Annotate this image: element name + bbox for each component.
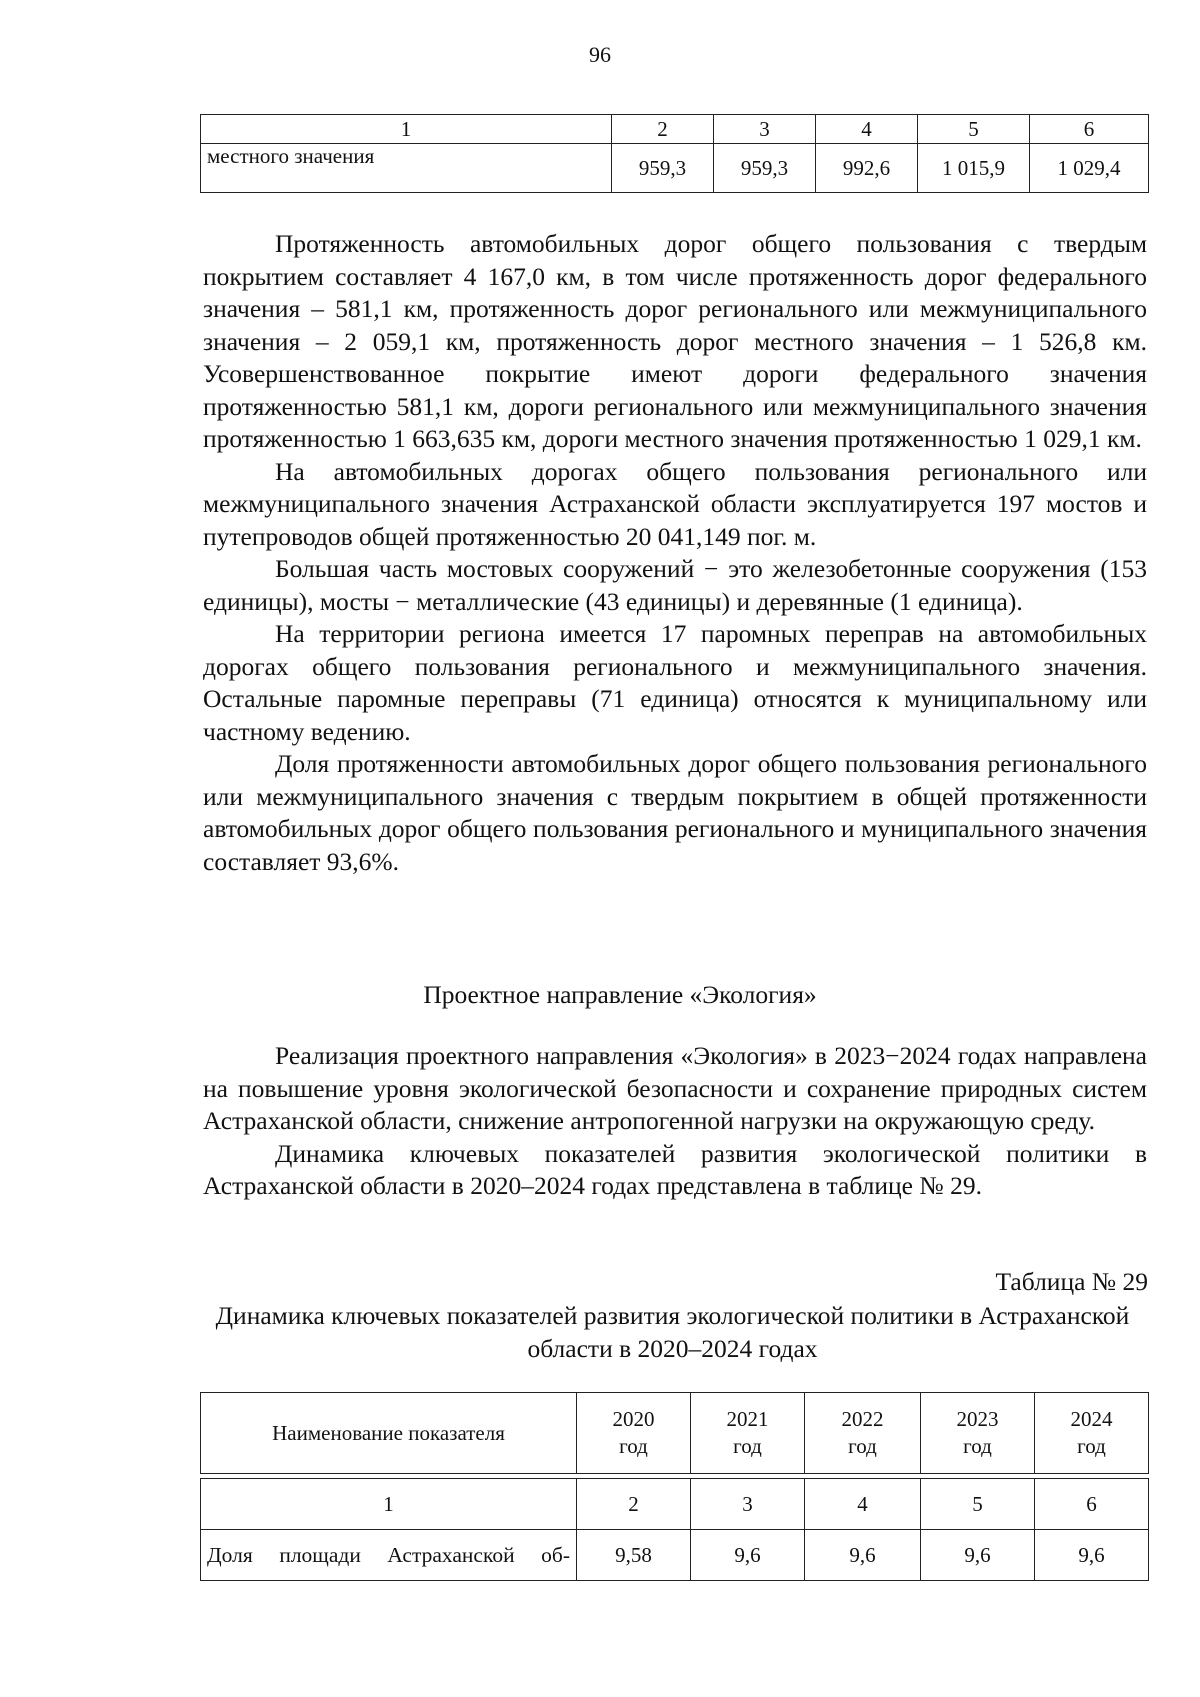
table-cell: 1 029,4 — [1030, 144, 1149, 193]
table-row — [201, 144, 1149, 193]
table-cell: 9,6 — [1035, 1530, 1149, 1581]
table-cell: 9,6 — [805, 1530, 921, 1581]
table-title: Динамика ключевых показателей развития экологической политики в Астраханской области в 2020–2024 годах — [215, 1301, 1130, 1363]
ecology-text — [203, 1040, 1147, 1203]
table-header-row — [201, 1393, 1149, 1474]
roads-text — [203, 228, 1147, 878]
column-number: 5 — [921, 1479, 1035, 1530]
table-cell: 9,6 — [691, 1530, 805, 1581]
year: 2024 — [1070, 1407, 1113, 1431]
column-header-year — [921, 1393, 1035, 1474]
year-unit: год — [963, 1434, 992, 1458]
year: 2021 — [726, 1407, 769, 1431]
paragraph: Реализация проектного направления «Экология» в 2023−2024 годах направлена на повышение уровня экологической безопасности и сохранение природных систем Астраханской области, снижение антропогенной нагрузки на окружающую среду. — [203, 1041, 1147, 1135]
year-unit: год — [619, 1434, 648, 1458]
paragraph: На автомобильных дорогах общего пользования регионального или межмуниципального значения Астраханской области эксплуатируется 197 мостов и путепроводов общей протяженностью 20 041,149 пог. м. — [203, 456, 1147, 551]
column-number: 3 — [714, 115, 816, 144]
year-unit: год — [733, 1434, 762, 1458]
table-cell: 959,3 — [612, 144, 714, 193]
ecology-indicators-table — [200, 1392, 1149, 1581]
year: 2022 — [841, 1407, 884, 1431]
table-cell: 1 015,9 — [918, 144, 1030, 193]
paragraph: Доля протяженности автомобильных дорог общего пользования регионального или межмуниципального значения с твердым покрытием в общей протяженности автомобильных дорог общего пользования регионального и муниципального значения составляет 93,6%. — [203, 749, 1147, 876]
column-number: 2 — [577, 1479, 691, 1530]
paragraph: Большая часть мостовых сооружений − это железобетонные сооружения (153 единицы), мосты − металлические (43 единицы) и деревянные (1 единица). — [203, 554, 1147, 616]
column-header-name: Наименование показателя — [201, 1393, 577, 1474]
column-header-year — [691, 1393, 805, 1474]
column-number: 3 — [691, 1479, 805, 1530]
column-header-year — [1035, 1393, 1149, 1474]
table-cell: 9,6 — [921, 1530, 1035, 1581]
page-number: 96 — [589, 42, 611, 67]
column-number: 6 — [1035, 1479, 1149, 1530]
table-cell: 9,58 — [577, 1530, 691, 1581]
column-number: 6 — [1030, 115, 1149, 144]
year: 2020 — [612, 1407, 655, 1431]
year-unit: год — [848, 1434, 877, 1458]
column-numbers-row — [201, 1479, 1149, 1530]
paragraph: Динамика ключевых показателей развития экологической политики в Астраханской области в 2020–2024 годах представлена в таблице № 29. — [203, 1138, 1147, 1200]
column-number: 5 — [918, 115, 1030, 144]
year-unit: год — [1077, 1434, 1106, 1458]
row-name: Доля площади Астраханской об- — [201, 1530, 577, 1581]
section-heading: Проектное направление «Экология» — [423, 980, 817, 1009]
column-number: 1 — [201, 115, 612, 144]
table-cell: 959,3 — [714, 144, 816, 193]
table-header-row — [201, 115, 1149, 144]
column-number: 4 — [816, 115, 918, 144]
continued-roads-table — [200, 114, 1149, 193]
year: 2023 — [956, 1407, 999, 1431]
paragraph: Протяженность автомобильных дорог общего пользования с твердым покрытием составляет 4 167,0 км, в том числе протяженность дорог федерального значения – 581,1 км, протяженность дорог регионального или межмуниципального значения – 2 059,1 км, протяженность дорог местного значения – 1 526,8 км. Усовершенствованное покрытие имеют дороги федерального значения протяженностью 581,1 км, дороги регионального или межмуниципального значения протяженностью 1 663,635 км, дороги местного значения протяженностью 1 029,1 км. — [203, 229, 1147, 453]
table-cell: 992,6 — [816, 144, 918, 193]
column-number: 2 — [612, 115, 714, 144]
column-number: 1 — [201, 1479, 577, 1530]
paragraph: На территории региона имеется 17 паромных переправ на автомобильных дорогах общего пользования регионального и межмуниципального значения. Остальные паромные переправы (71 единица) относятся к муниципальному или частному ведению. — [203, 619, 1147, 746]
column-header-year — [805, 1393, 921, 1474]
table-number: Таблица № 29 — [995, 1267, 1148, 1296]
table-row — [201, 1530, 1149, 1581]
row-name: местного значения — [201, 144, 612, 193]
column-number: 4 — [805, 1479, 921, 1530]
column-header-year — [577, 1393, 691, 1474]
